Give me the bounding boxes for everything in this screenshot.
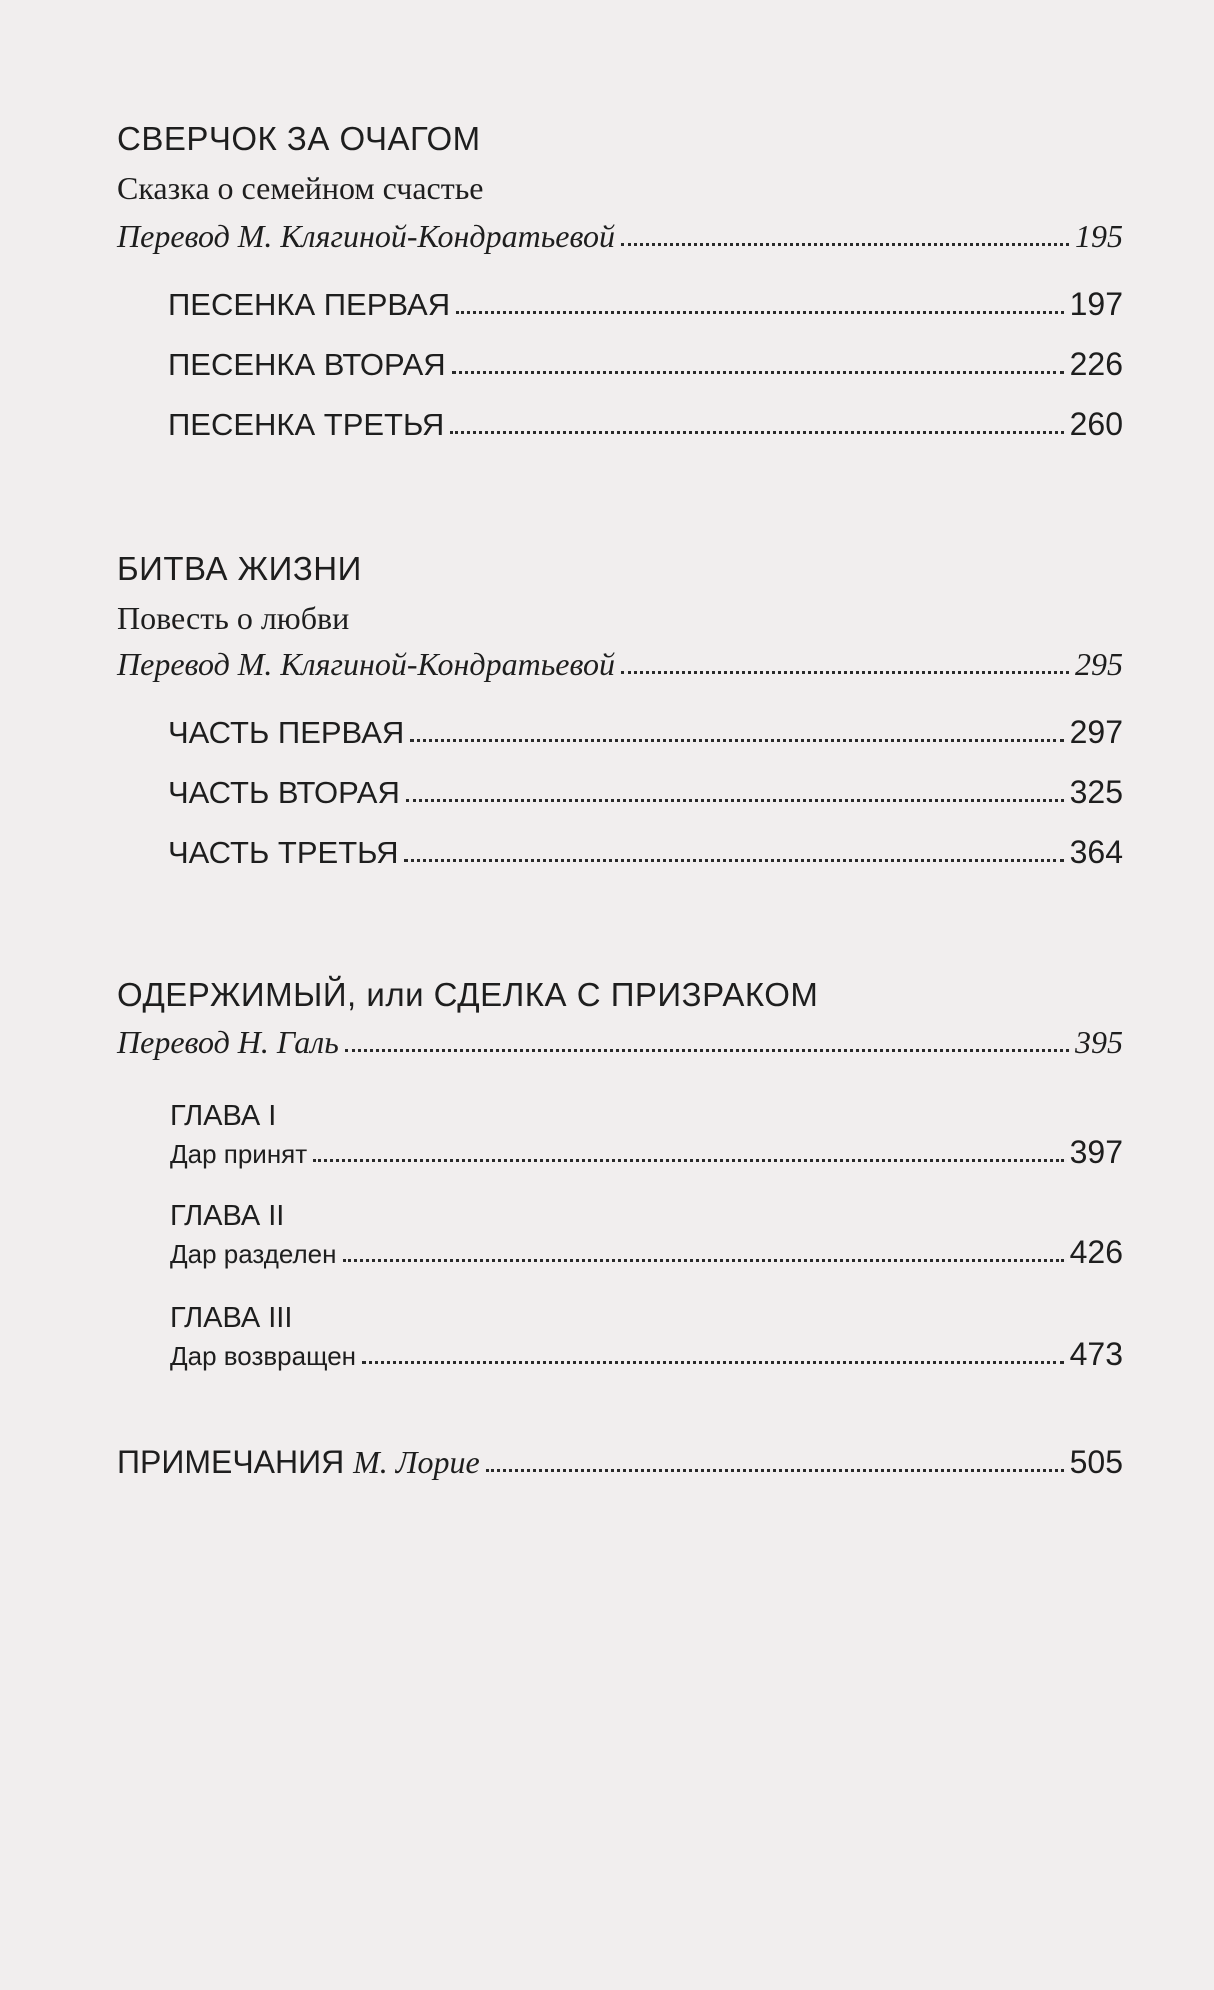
page-number: 295 <box>1075 646 1123 682</box>
page-number: 325 <box>1069 774 1123 810</box>
translator-label: Перевод Н. Галь <box>117 1024 339 1060</box>
page-number: 505 <box>1069 1444 1123 1480</box>
part-label: ПЕСЕНКА ТРЕТЬЯ <box>168 407 445 442</box>
toc-entry-notes[interactable] <box>117 1444 1123 1481</box>
chapter-label: Дар возвращен <box>170 1341 357 1371</box>
page-number: 197 <box>1069 286 1123 322</box>
leader-dots <box>362 1361 1064 1364</box>
chapter-title: ГЛАВА I <box>170 1100 277 1132</box>
section-title: ОДЕРЖИМЫЙ, или СДЕЛКА С ПРИЗРАКОМ <box>117 976 819 1013</box>
toc-entry[interactable] <box>117 218 1123 255</box>
translator-label: Перевод М. Клягиной-Кондратьевой <box>117 646 615 682</box>
leader-dots <box>456 311 1064 314</box>
notes-label <box>117 1444 480 1481</box>
chapter-label: Дар разделен <box>170 1239 337 1269</box>
chapter-title: ГЛАВА II <box>170 1200 285 1232</box>
toc-entry[interactable] <box>170 1134 1123 1171</box>
leader-dots <box>486 1469 1064 1472</box>
page-number: 195 <box>1075 218 1123 254</box>
leader-dots <box>313 1159 1063 1162</box>
toc-entry[interactable] <box>117 646 1123 683</box>
toc-entry[interactable] <box>170 1234 1123 1271</box>
toc-entry[interactable] <box>168 286 1123 323</box>
toc-entry[interactable] <box>117 1024 1123 1061</box>
part-label: ПЕСЕНКА ВТОРАЯ <box>168 347 446 382</box>
page-number: 364 <box>1069 834 1123 870</box>
leader-dots <box>410 739 1063 742</box>
notes-title: ПРИМЕЧАНИЯ <box>117 1444 345 1480</box>
toc-entry[interactable] <box>168 346 1123 383</box>
toc-entry[interactable] <box>168 774 1123 811</box>
page-number: 397 <box>1069 1134 1123 1170</box>
page-number: 260 <box>1069 406 1123 442</box>
toc-entry[interactable] <box>168 406 1123 443</box>
chapter-title: ГЛАВА III <box>170 1302 293 1334</box>
toc-entry[interactable] <box>168 834 1123 871</box>
leader-dots <box>345 1049 1069 1052</box>
leader-dots <box>621 243 1069 246</box>
page-number: 226 <box>1069 346 1123 382</box>
page-number: 426 <box>1069 1234 1123 1270</box>
translator-label: Перевод М. Клягиной-Кондратьевой <box>117 218 615 254</box>
page-number: 395 <box>1075 1024 1123 1060</box>
section-title: БИТВА ЖИЗНИ <box>117 550 362 587</box>
notes-author: М. Лорие <box>353 1444 480 1480</box>
page-number: 297 <box>1069 714 1123 750</box>
section-subtitle: Сказка о семейном счастье <box>117 170 484 206</box>
section-title: СВЕРЧОК ЗА ОЧАГОМ <box>117 120 481 157</box>
part-label: ЧАСТЬ ПЕРВАЯ <box>168 715 405 750</box>
section-subtitle: Повесть о любви <box>117 600 350 636</box>
leader-dots <box>404 859 1063 862</box>
toc-entry[interactable] <box>170 1336 1123 1373</box>
toc-entry[interactable] <box>168 714 1123 751</box>
page-number: 473 <box>1069 1336 1123 1372</box>
leader-dots <box>452 371 1064 374</box>
leader-dots <box>406 799 1064 802</box>
leader-dots <box>450 431 1063 434</box>
part-label: ПЕСЕНКА ПЕРВАЯ <box>168 287 451 322</box>
leader-dots <box>621 671 1069 674</box>
leader-dots <box>343 1259 1064 1262</box>
part-label: ЧАСТЬ ТРЕТЬЯ <box>168 835 399 870</box>
part-label: ЧАСТЬ ВТОРАЯ <box>168 775 400 810</box>
chapter-label: Дар принят <box>170 1139 308 1169</box>
